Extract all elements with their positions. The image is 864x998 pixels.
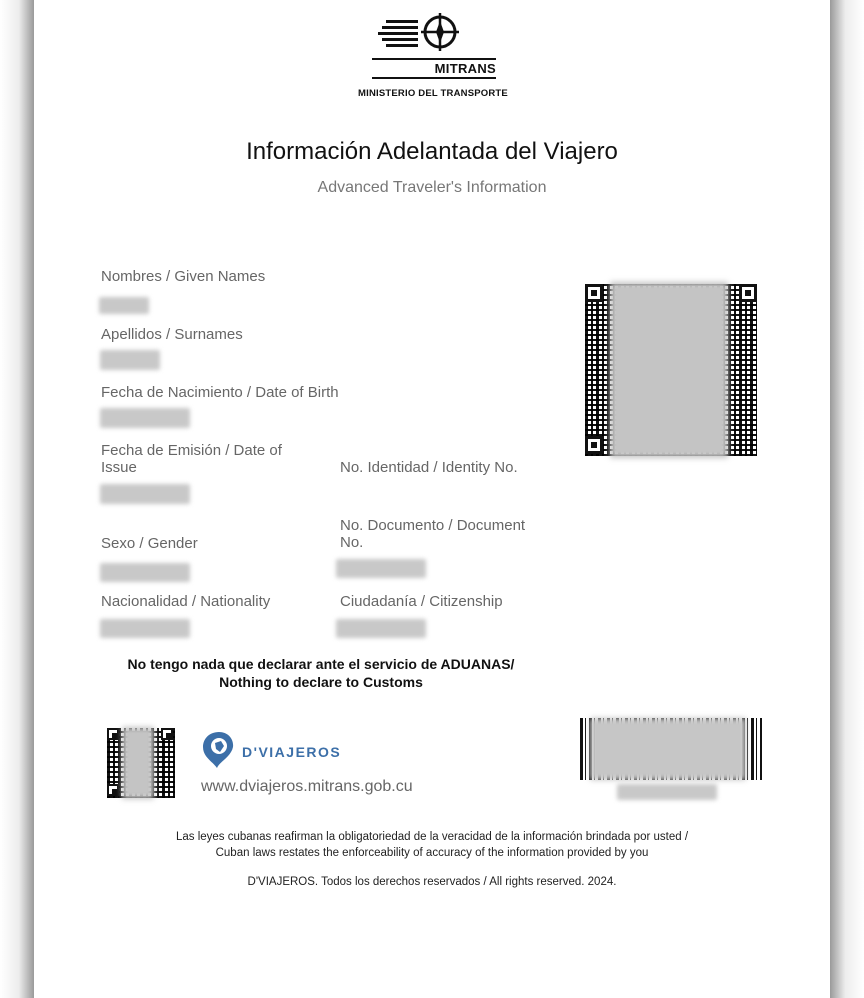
small-qr-finder-bottom-left (107, 784, 119, 796)
issue-date-label-line1: Fecha de Emisión / Date of (101, 442, 282, 459)
customs-declaration (0, 655, 646, 691)
ministry-full-name: MINISTERIO DEL TRANSPORTE (358, 88, 508, 99)
issue-date-label-line2: Issue (101, 459, 137, 476)
qr-code-redaction (610, 282, 728, 458)
legal-notice-line2: Cuban laws restates the enforceability of accuracy of the information provided by you (215, 847, 649, 859)
issue-date-label (101, 442, 282, 476)
website-qr-code (106, 727, 176, 799)
barcode-redaction (590, 718, 746, 780)
gender-label: Sexo / Gender (101, 535, 198, 552)
surnames-value-redacted (100, 350, 160, 370)
gender-value-redacted (100, 563, 190, 582)
document-no-label-line1: No. Documento / Document (340, 517, 526, 534)
citizenship-value-redacted (336, 619, 426, 638)
customs-declaration-line1: No tengo nada que declarar ante el servicio de ADUANAS/ (127, 656, 515, 672)
ministry-short-name: MITRANS (372, 58, 496, 79)
small-qr-finder-top-left (107, 728, 119, 740)
dviajeros-logo-icon (201, 730, 237, 770)
given-names-value-redacted (99, 297, 149, 314)
legal-notice-line1: Las leyes cubanas reafirman la obligatoriedad de la veracidad de la información brindada por usted / (175, 831, 689, 843)
qr-finder-top-right (739, 284, 757, 302)
website-url[interactable]: www.dviajeros.mitrans.gob.cu (201, 778, 413, 795)
document-no-value-redacted (336, 559, 426, 578)
qr-finder-top-left (585, 284, 603, 302)
document-no-label (340, 517, 525, 551)
traveler-qr-code (583, 282, 759, 458)
given-names-label: Nombres / Given Names (101, 268, 266, 285)
barcode-number-redacted (617, 784, 717, 800)
page-title: Información Adelantada del Viajero (246, 138, 618, 165)
issue-date-value-redacted (100, 484, 190, 504)
copyright-notice: D'VIAJEROS. Todos los derechos reservados / All rights reserved. 2024. (247, 876, 617, 888)
small-qr-finder-top-right (161, 728, 173, 740)
surnames-label: Apellidos / Surnames (101, 326, 243, 343)
mitrans-logo-icon (378, 10, 468, 56)
page-subtitle: Advanced Traveler's Information (317, 179, 547, 196)
small-qr-redaction (122, 727, 154, 799)
citizenship-label: Ciudadanía / Citizenship (340, 593, 503, 610)
brand-name: D'VIAJEROS (242, 744, 342, 760)
birth-date-value-redacted (100, 408, 190, 428)
nationality-value-redacted (100, 619, 190, 638)
customs-declaration-line2: Nothing to declare to Customs (219, 674, 423, 690)
birth-date-label: Fecha de Nacimiento / Date of Birth (101, 384, 339, 401)
legal-notice (0, 829, 864, 861)
nationality-label: Nacionalidad / Nationality (101, 593, 271, 610)
document-no-label-line2: No. (340, 534, 364, 551)
qr-finder-bottom-left (585, 436, 603, 454)
identity-no-label: No. Identidad / Identity No. (340, 459, 518, 476)
